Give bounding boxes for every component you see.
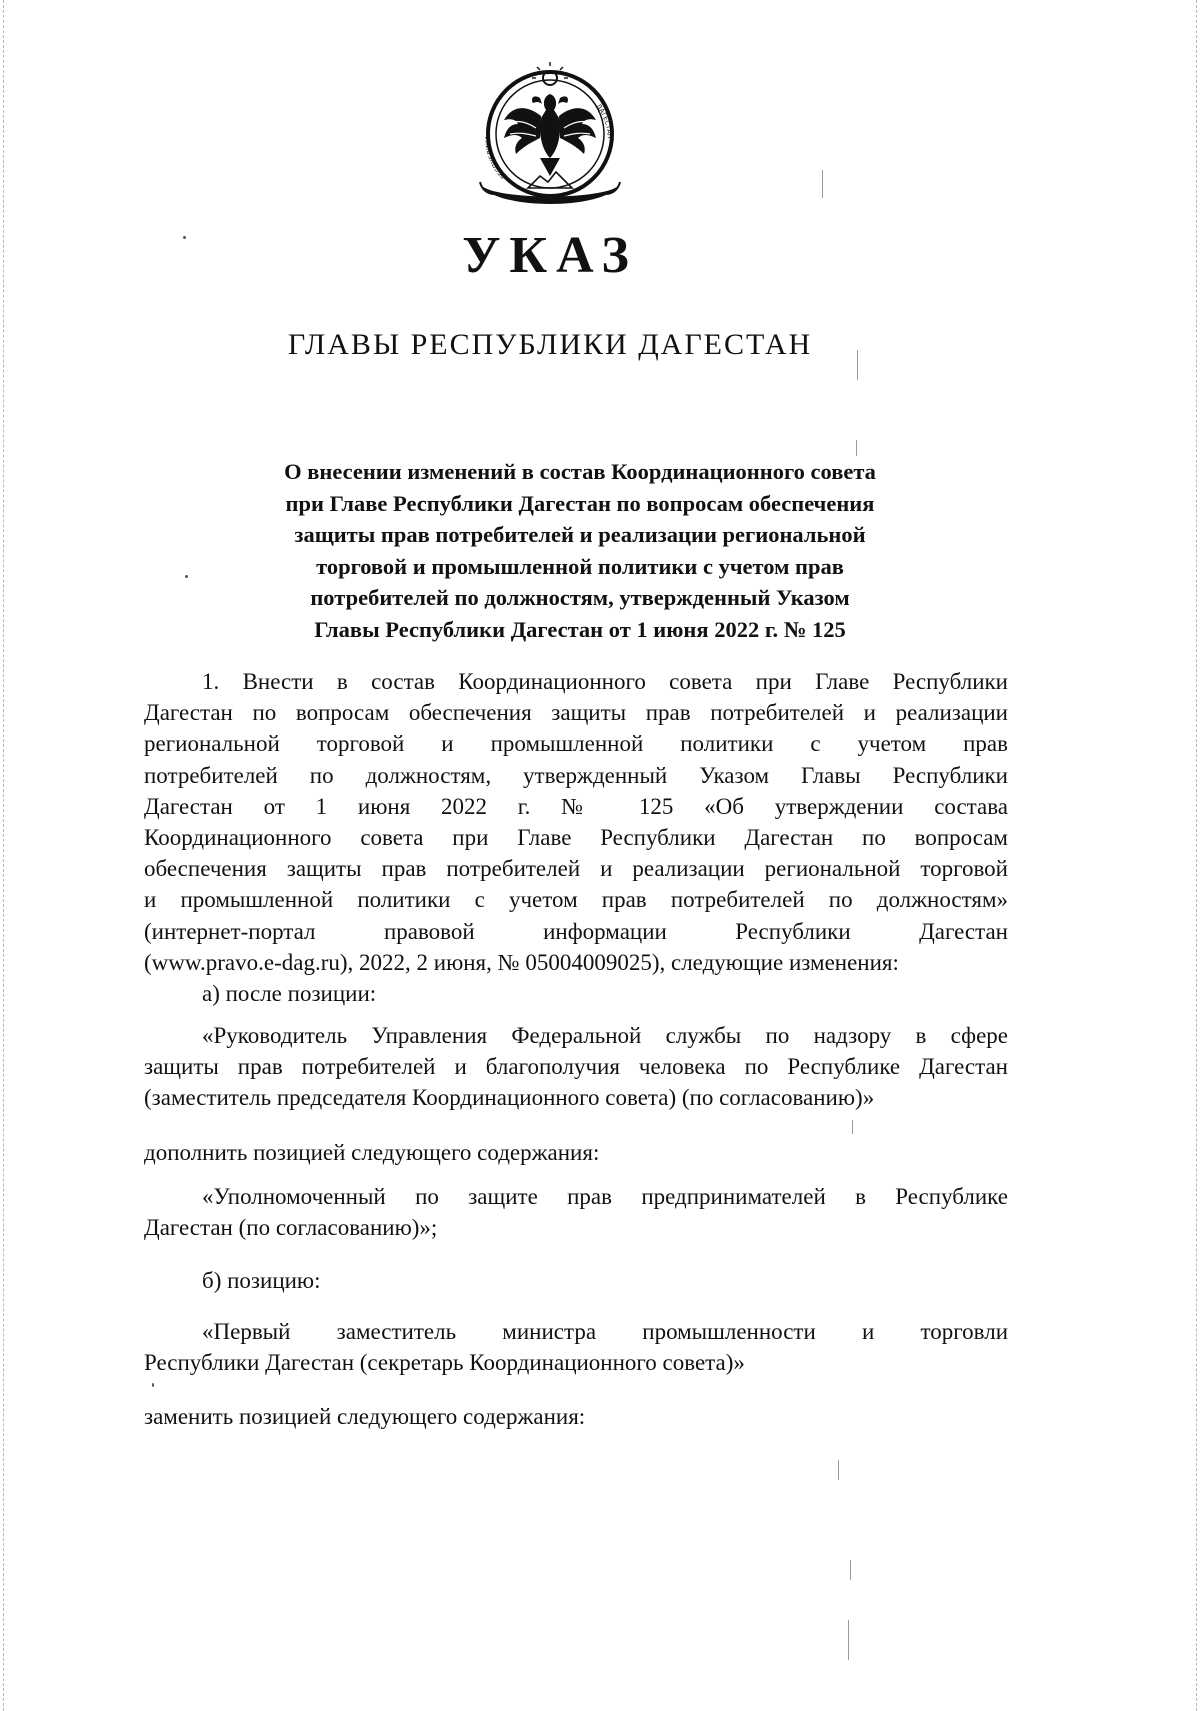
heading-line: торговой и промышленной политики с учетом прав <box>316 553 844 579</box>
paragraph-1 <box>144 666 1008 1009</box>
heading-line: О внесении изменений в состав Координационного совета <box>284 459 876 484</box>
scan-speck <box>152 1383 154 1387</box>
dagestan-coat-of-arms-icon <box>478 58 623 213</box>
paragraph-line: Дагестан по вопросам обеспечения защиты прав потребителей и реализации <box>144 700 1008 726</box>
paragraph-line: обеспечения защиты прав потребителей и реализации региональной торговой <box>144 856 1008 882</box>
scan-line <box>822 170 823 198</box>
scan-line <box>850 1560 851 1580</box>
item-b <box>144 1265 1008 1296</box>
quote-line: «Первый заместитель министра промышленности и торговли <box>202 1319 1008 1344</box>
scan-line <box>838 1460 839 1480</box>
quote-line: Дагестан (по согласованию)»; <box>144 1215 438 1241</box>
quote-line: «Руководитель Управления Федеральной службы по надзору в сфере <box>202 1023 1008 1048</box>
scan-line <box>852 1120 853 1134</box>
seal-text-right: ДАГЕСТАН <box>594 102 614 139</box>
quote-line: (заместитель председателя Координационного совета) (по согласованию)» <box>144 1085 875 1111</box>
paragraph-line: (интернет-портал правовой информации Республики Дагестан <box>144 918 1008 944</box>
paragraph-line: (www.pravo.e-dag.ru), 2022, 2 июня, № 05004009025), следующие изменения: <box>144 949 899 975</box>
quote-position-2 <box>144 1181 1008 1243</box>
paragraph-line: 1. Внести в состав Координационного совета при Главе Республики <box>202 669 1008 694</box>
quote-line: «Уполномоченный по защите прав предпринимателей в Республике <box>202 1184 1008 1209</box>
scan-line <box>848 1620 849 1660</box>
heading-line: при Главе Республики Дагестан по вопросам обеспечения <box>285 490 875 516</box>
scan-speck <box>183 236 186 239</box>
supplement-label: дополнить позицией следующего содержания: <box>144 1140 600 1165</box>
scan-line <box>856 440 857 456</box>
document-title: УКАЗ <box>462 227 638 284</box>
scan-speck <box>185 575 188 578</box>
document-subtitle: ГЛАВЫ РЕСПУБЛИКИ ДАГЕСТАН <box>287 328 813 361</box>
quote-line: Республики Дагестан (секретарь Координационного совета)» <box>144 1350 745 1376</box>
supplement-instruction <box>144 1137 1008 1168</box>
item-b-label: б) позицию: <box>202 1268 321 1293</box>
paragraph-line: и промышленной политики с учетом прав потребителей по должностям» <box>144 887 1008 913</box>
quote-line: защиты прав потребителей и благополучия человека по Республике Дагестан <box>144 1054 1008 1080</box>
scan-edge-right <box>1196 0 1197 1711</box>
svg-text:РЕСПУБЛИКА <box>484 135 507 180</box>
paragraph-line: региональной торговой и промышленной политики с учетом прав <box>144 731 1008 757</box>
replace-label: заменить позицией следующего содержания: <box>144 1404 586 1429</box>
scan-line <box>857 350 858 380</box>
seal-text-left: РЕСПУБЛИКА <box>484 135 508 181</box>
heading-line: защиты прав потребителей и реализации региональной <box>294 522 866 547</box>
replace-instruction <box>144 1401 1008 1432</box>
quote-position-3 <box>144 1316 1008 1378</box>
paragraph-line: потребителей по должностям, утвержденный Указом Главы Республики <box>144 762 1008 788</box>
heading-line: Главы Республики Дагестан от 1 июня 2022 г. № 125 <box>314 616 846 642</box>
paragraph-line: Дагестан от 1 июня 2022 г. № 125 «Об утверждении состава <box>144 793 1008 819</box>
item-a-label: а) после позиции: <box>202 981 377 1007</box>
paragraph-line: Координационного совета при Главе Республики Дагестан по вопросам <box>144 825 1008 851</box>
heading-line: потребителей по должностям, утвержденный Указом <box>310 585 850 610</box>
quote-position-1 <box>144 1020 1008 1114</box>
decree-heading <box>150 456 1010 645</box>
